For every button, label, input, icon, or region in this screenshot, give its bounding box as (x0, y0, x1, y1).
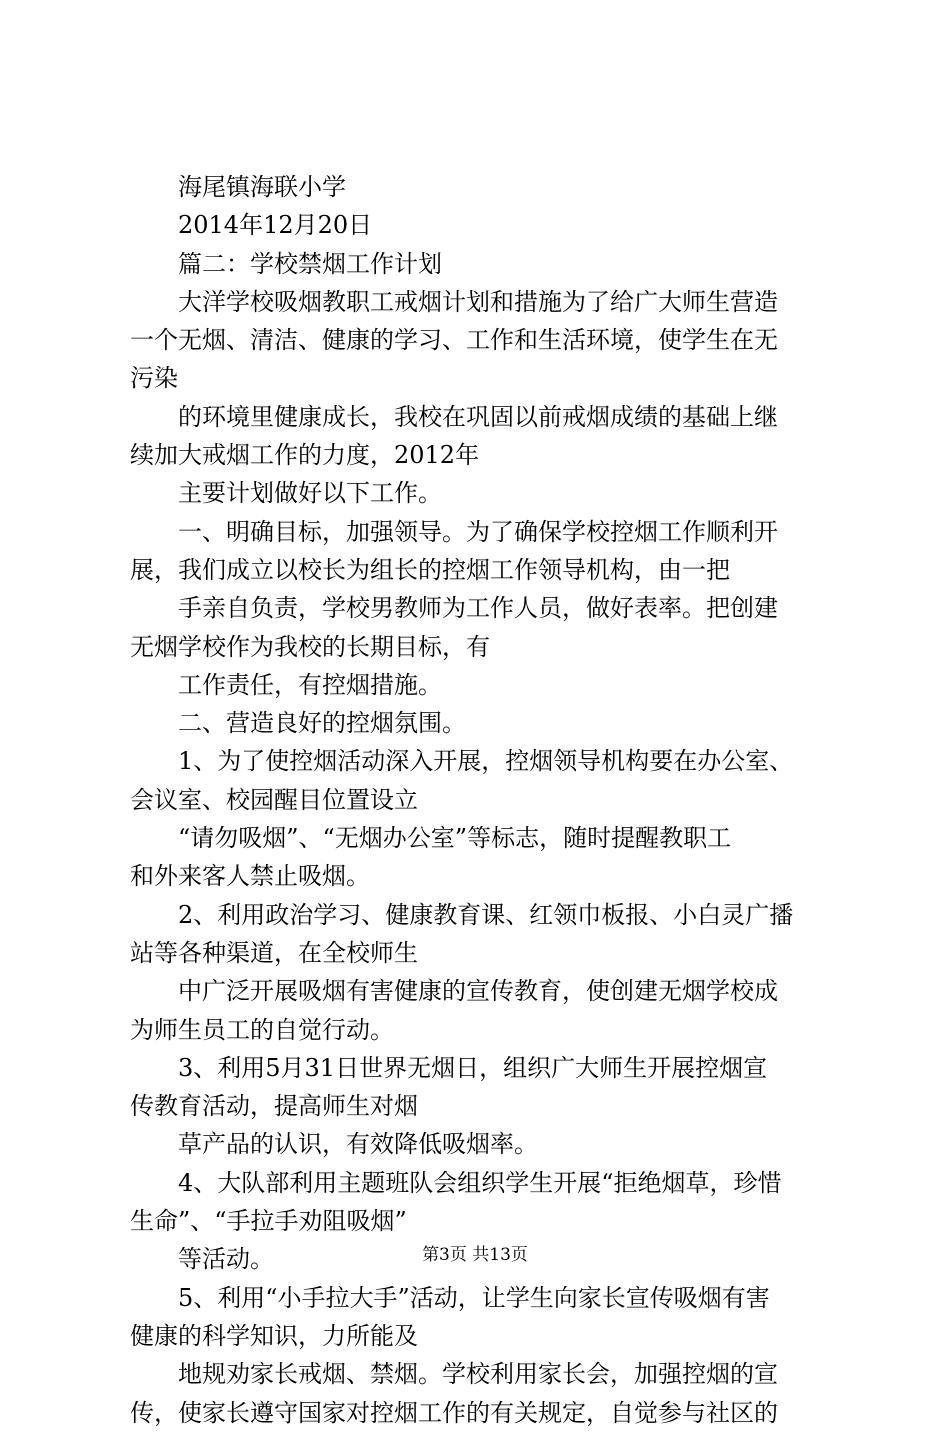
text-line: 一个无烟、清洁、健康的学习、工作和生活环境，使学生在无 (130, 326, 778, 355)
text-line: 污染 (130, 364, 178, 393)
text-line: 大洋学校吸烟教职工戒烟计划和措施为了给广大师生营造 (178, 287, 778, 316)
text-line: 会议室、校园醒目位置设立 (130, 785, 418, 814)
text-line: 和外来客人禁止吸烟。 (130, 862, 370, 891)
text-line: 工作责任，有控烟措施。 (178, 670, 442, 699)
text-line: 手亲自负责，学校男教师为工作人员，做好表率。把创建 (178, 594, 778, 623)
text-line: 地规劝家长戒烟、禁烟。学校利用家长会，加强控烟的宣 (178, 1360, 778, 1389)
text-line: 1、为了使控烟活动深入开展，控烟领导机构要在办公室、 (178, 747, 794, 776)
text-line: 4、大队部利用主题班队会组织学生开展“拒绝烟草，珍惜 (178, 1168, 782, 1197)
text-line: 一、明确目标，加强领导。为了确保学校控烟工作顺利开 (178, 517, 778, 546)
text-line: 展，我们成立以校长为组长的控烟工作领导机构，由一把 (130, 555, 730, 584)
text-line: 传，使家长遵守国家对控烟工作的有关规定，自觉参与社区的 (130, 1398, 778, 1427)
text-line: 2、利用政治学习、健康教育课、红领巾板报、小白灵广播 (178, 900, 794, 929)
text-line: 5、利用“小手拉大手”活动，让学生向家长宣传吸烟有害 (178, 1283, 770, 1312)
text-line: 主要计划做好以下工作。 (178, 479, 442, 508)
text-line: 篇二：学校禁烟工作计划 (178, 249, 442, 278)
text-line: “请勿吸烟”、“无烟办公室”等标志，随时提醒教职工 (178, 824, 732, 853)
text-line: 传教育活动，提高师生对烟 (130, 1092, 418, 1121)
text-line: 续加大戒烟工作的力度，2012年 (130, 441, 480, 470)
text-line: 站等各种渠道，在全校师生 (130, 938, 418, 967)
page-number-footer: 第3页 共13页 (422, 1245, 528, 1265)
text-line: 二、营造良好的控烟氛围。 (178, 709, 466, 738)
text-line: 等活动。 (178, 1245, 274, 1274)
text-line: 草产品的认识，有效降低吸烟率。 (178, 1130, 538, 1159)
text-line: 中广泛开展吸烟有害健康的宣传教育，使创建无烟学校成 (178, 977, 778, 1006)
text-line: 3、利用5月31日世界无烟日，组织广大师生开展控烟宣 (178, 1053, 768, 1082)
text-line: 健康的科学知识，力所能及 (130, 1321, 418, 1350)
text-line: 生命”、“手拉手劝阻吸烟” (130, 1207, 407, 1236)
text-line: 的环境里健康成长，我校在巩固以前戒烟成绩的基础上继 (178, 402, 778, 431)
text-line: 2014年12月20日 (178, 211, 373, 240)
text-line: 无烟学校作为我校的长期目标，有 (130, 632, 490, 661)
text-line: 海尾镇海联小学 (178, 173, 346, 201)
text-line: 为师生员工的自觉行动。 (130, 1015, 394, 1044)
